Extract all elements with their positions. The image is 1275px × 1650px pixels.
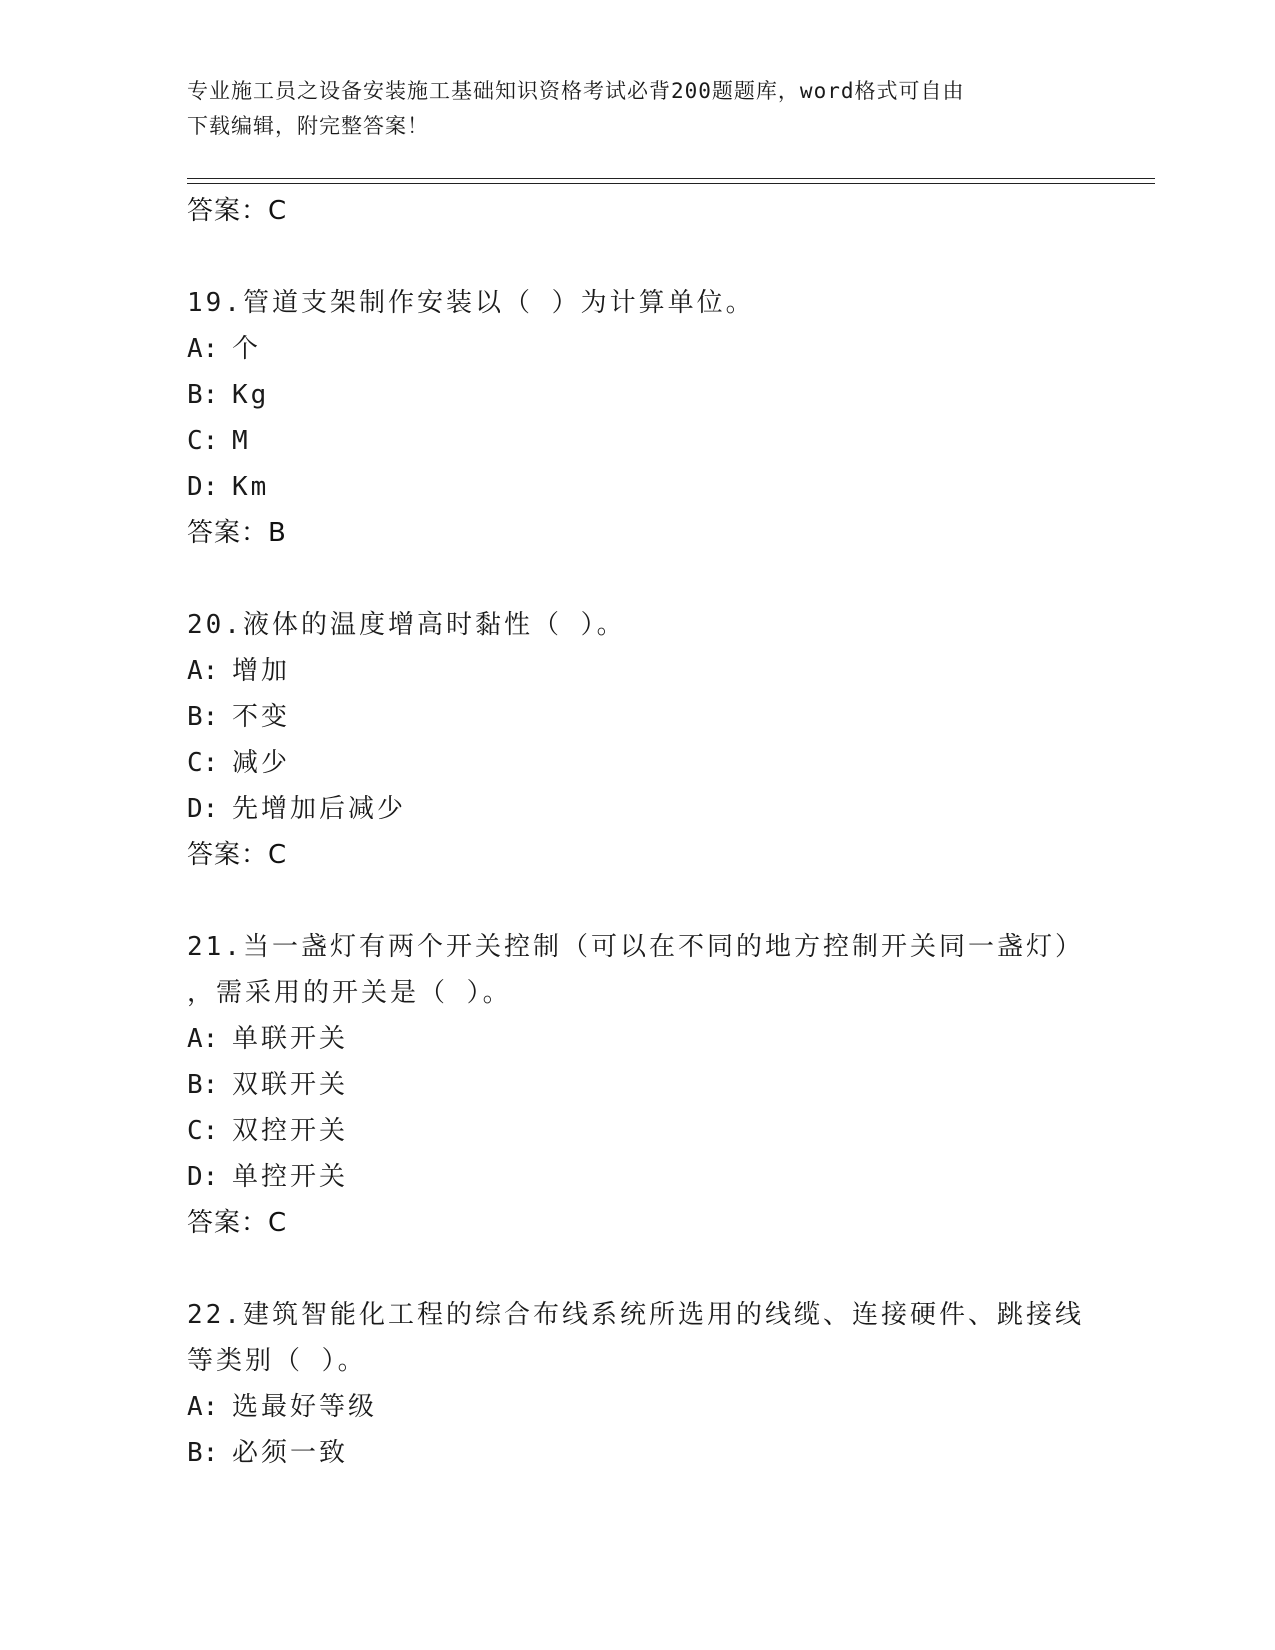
header-divider-bottom <box>187 183 1155 184</box>
option-b <box>187 372 1155 418</box>
question-list <box>187 188 1155 1476</box>
option-text: 先增加后减少 <box>232 794 407 824</box>
spacer <box>187 878 1155 924</box>
spacer <box>187 556 1155 602</box>
question-text-continued: ，需采用的开关是（ ）。 <box>187 978 512 1008</box>
option-d <box>187 1154 1155 1200</box>
question-text: 20.液体的温度增高时黏性（ ）。 <box>187 610 626 640</box>
option-letter: B: <box>187 380 219 410</box>
option-text: Kg <box>232 380 270 410</box>
header-line-1: 专业施工员之设备安装施工基础知识资格考试必背200题题库，word格式可自由 <box>187 79 965 103</box>
question-text: 21.当一盏灯有两个开关控制（可以在不同的地方控制开关同一盏灯） <box>187 932 1084 962</box>
option-text: 不变 <box>232 702 291 732</box>
option-text: 个 <box>232 334 262 364</box>
option-b <box>187 1430 1155 1476</box>
header-line-2: 下载编辑，附完整答案！ <box>187 114 429 138</box>
option-b <box>187 694 1155 740</box>
option-letter: A: <box>187 1392 219 1422</box>
answer-line: 答案：B <box>187 518 287 548</box>
option-letter: B: <box>187 1070 219 1100</box>
answer-line: 答案：C <box>187 840 288 870</box>
question-text: 22.建筑智能化工程的综合布线系统所选用的线缆、连接硬件、跳接线 <box>187 1300 1084 1330</box>
question-block <box>187 924 1155 1246</box>
option-text: M <box>232 426 251 456</box>
question-block <box>187 1292 1155 1476</box>
header-divider-top <box>187 178 1155 179</box>
document-header <box>187 74 1067 144</box>
option-letter: B: <box>187 1438 219 1468</box>
option-text: 选最好等级 <box>232 1392 378 1422</box>
option-letter: A: <box>187 1024 219 1054</box>
option-a <box>187 1384 1155 1430</box>
spacer <box>187 234 1155 280</box>
option-text: 减少 <box>232 748 291 778</box>
option-letter: D: <box>187 794 219 824</box>
option-text: 双控开关 <box>232 1116 349 1146</box>
question-text-continued: 等类别（ ）。 <box>187 1346 367 1376</box>
option-c <box>187 740 1155 786</box>
option-letter: D: <box>187 472 219 502</box>
option-b <box>187 1062 1155 1108</box>
option-letter: B: <box>187 702 219 732</box>
option-text: 双联开关 <box>232 1070 349 1100</box>
option-letter: C: <box>187 748 219 778</box>
option-d <box>187 464 1155 510</box>
option-a <box>187 326 1155 372</box>
question-text: 19.管道支架制作安装以（ ）为计算单位。 <box>187 288 755 318</box>
option-text: 必须一致 <box>232 1438 349 1468</box>
option-letter: A: <box>187 334 219 364</box>
option-c <box>187 418 1155 464</box>
option-text: Km <box>232 472 270 502</box>
option-d <box>187 786 1155 832</box>
question-block <box>187 280 1155 556</box>
question-block <box>187 602 1155 878</box>
option-text: 单联开关 <box>232 1024 349 1054</box>
option-letter: A: <box>187 656 219 686</box>
option-letter: C: <box>187 426 219 456</box>
answer-line: 答案：C <box>187 196 288 226</box>
answer-line: 答案：C <box>187 1208 288 1238</box>
option-text: 单控开关 <box>232 1162 349 1192</box>
option-letter: D: <box>187 1162 219 1192</box>
option-letter: C: <box>187 1116 219 1146</box>
option-a <box>187 1016 1155 1062</box>
spacer <box>187 1246 1155 1292</box>
option-text: 增加 <box>232 656 291 686</box>
option-c <box>187 1108 1155 1154</box>
option-a <box>187 648 1155 694</box>
